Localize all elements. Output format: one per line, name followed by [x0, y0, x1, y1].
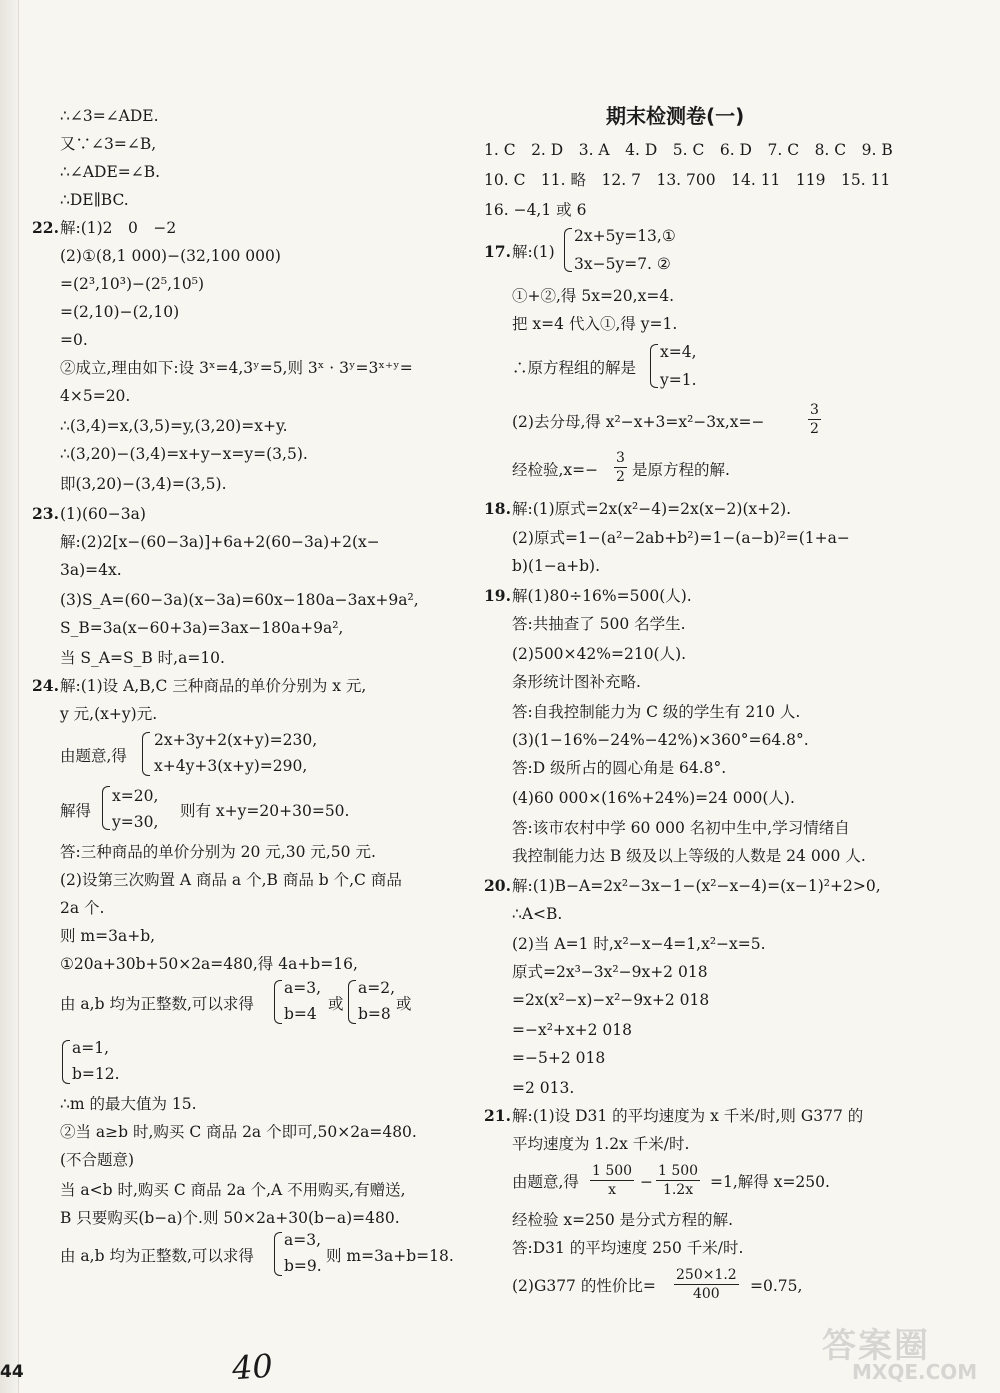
text-line: 解(1)80÷16%=500(人). [512, 587, 692, 605]
question-number: 19. [484, 586, 511, 605]
text-line: (4)60 000×(16%+24%)=24 000(人). [512, 789, 795, 807]
equation-line: x=4, [660, 343, 697, 361]
text-line: 平均速度为 1.2x 千米/时. [512, 1135, 690, 1153]
watermark-url: MXQE.COM [852, 1360, 978, 1384]
text-line: 当 a<b 时,购买 C 商品 2a 个,A 不用购买,有赠送, [60, 1181, 406, 1199]
equation-line: a=1, [72, 1039, 110, 1057]
question-number: 23. [32, 504, 59, 523]
fraction-numerator: 3 [616, 450, 625, 466]
text-line: 我控制能力达 B 级及以上等级的人数是 24 000 人. [512, 847, 866, 865]
text-line: 4×5=20. [60, 387, 131, 405]
text-line: 解:(1)设 D31 的平均速度为 x 千米/时,则 G377 的 [512, 1107, 864, 1125]
question-number: 17. [484, 242, 511, 261]
section-title: 期末检测卷(一) [606, 104, 745, 128]
text-line: 或 [328, 995, 344, 1013]
fraction-denominator: 2 [616, 469, 625, 485]
text-line: 由题意,得 [512, 1173, 579, 1191]
equation-line: 3x−5y=7. ② [574, 255, 671, 273]
text-line: =2x(x²−x)−x²−9x+2 018 [512, 991, 710, 1009]
text-line: =1,解得 x=250. [710, 1173, 830, 1191]
text-line: 或 [396, 995, 412, 1013]
equation-line: y=30, [112, 813, 159, 831]
page-number: 44 [0, 1362, 24, 1382]
question-number: 24. [32, 676, 59, 695]
equation-brace [102, 786, 110, 830]
question-number: 22. [32, 218, 59, 237]
text-line: S_B=3a(x−60+3a)=3ax−180a+9a², [60, 619, 344, 637]
text-line: =−x²+x+2 018 [512, 1021, 633, 1039]
text-line: (不合题意) [60, 1151, 135, 1169]
text-line: =0.75, [750, 1277, 803, 1295]
text-line: 原式=2x³−3x²−9x+2 018 [512, 963, 708, 981]
text-line: (2)①(8,1 000)−(32,100 000) [60, 247, 281, 265]
text-line: ∴A<B. [512, 905, 563, 923]
text-line: ∴(3,4)=x,(3,5)=y,(3,20)=x+y. [60, 417, 288, 435]
text-line: =(2,10)−(2,10) [60, 303, 180, 321]
text-line: ②成立,理由如下:设 3ˣ=4,3ʸ=5,则 3ˣ · 3ʸ=3ˣ⁺ʸ= [60, 359, 413, 377]
text-line: 把 x=4 代入①,得 y=1. [512, 315, 678, 333]
equation-line: x+4y+3(x+y)=290, [154, 757, 308, 775]
equation-line: x=20, [112, 787, 159, 805]
text-line: ②当 a≥b 时,购买 C 商品 2a 个即可,50×2a=480. [60, 1123, 417, 1141]
text-line: 则 m=3a+b=18. [326, 1247, 454, 1265]
equation-brace [274, 980, 282, 1024]
text-line: 解:(1)2 0 −2 [60, 219, 177, 237]
text-line: (3)S_A=(60−3a)(x−3a)=60x−180a−3ax+9a², [60, 591, 419, 609]
text-line: (3)(1−16%−24%−42%)×360°=64.8°. [512, 731, 809, 749]
text-line: 3a)=4x. [60, 561, 122, 579]
equation-line: a=2, [358, 979, 396, 997]
text-line: y 元,(x+y)元. [60, 705, 158, 723]
text-line: 经检验 x=250 是分式方程的解. [512, 1211, 734, 1229]
fraction [614, 449, 627, 486]
text-line: 答:自我控制能力为 C 级的学生有 210 人. [512, 703, 801, 721]
fraction [656, 1162, 700, 1199]
fraction-denominator: 2 [810, 421, 819, 437]
answer-line: 1. C 2. D 3. A 4. D 5. C 6. D 7. C 8. C 9. B [484, 141, 893, 159]
text-line: 解得 [60, 802, 92, 820]
text-line: =2 013. [512, 1079, 575, 1097]
text-line: b)(1−a+b). [512, 557, 600, 575]
fraction-numerator: 1 500 [592, 1163, 633, 1179]
page-binding-edge [0, 0, 19, 1393]
text-line: 即(3,20)−(3,4)=(3,5). [60, 475, 227, 493]
question-number: 18. [484, 499, 511, 518]
fraction [674, 1266, 739, 1303]
fraction [808, 401, 821, 438]
text-line: − [640, 1173, 653, 1191]
equation-brace [348, 980, 356, 1024]
text-line: 又∵∠3=∠B, [60, 135, 157, 153]
text-line: 答:该市农村中学 60 000 名初中生中,学习情绪自 [512, 819, 850, 837]
text-line: 由题意,得 [60, 747, 127, 765]
text-line: 解:(1)原式=2x(x²−4)=2x(x−2)(x+2). [512, 500, 792, 518]
text-line: B 只要购买(b−a)个.则 50×2a+30(b−a)=480. [60, 1209, 400, 1227]
text-line: ∴∠3=∠ADE. [60, 107, 159, 125]
handwritten-note: 40 [230, 1346, 274, 1388]
text-line: (2)去分母,得 x²−x+3=x²−3x,x=− [512, 413, 765, 431]
text-line: =(2³,10³)−(2⁵,10⁵) [60, 275, 205, 293]
answer-line: 16. −4,1 或 6 [484, 201, 587, 219]
equation-line: a=3, [284, 979, 322, 997]
fraction [590, 1162, 634, 1199]
equation-line: b=8 [358, 1005, 391, 1023]
text-line: (2)设第三次购置 A 商品 a 个,B 商品 b 个,C 商品 [60, 871, 402, 889]
text-line: 解:(1)设 A,B,C 三种商品的单价分别为 x 元, [60, 677, 367, 695]
equation-line: b=4 [284, 1005, 317, 1023]
fraction-denominator: x [608, 1182, 616, 1198]
equation-line: a=3, [284, 1231, 322, 1249]
watermark-text: 答案圈 [822, 1326, 930, 1366]
text-line: ∴原方程组的解是 [512, 359, 637, 377]
text-line: 由 a,b 均为正整数,可以求得 [60, 1247, 254, 1265]
equation-brace [62, 1040, 70, 1084]
question-number: 21. [484, 1106, 511, 1125]
text-line: 则 m=3a+b, [60, 927, 156, 945]
text-line: 经检验,x=− [512, 461, 599, 479]
text-line: 由 a,b 均为正整数,可以求得 [60, 995, 254, 1013]
text-line: ∴m 的最大值为 15. [60, 1095, 197, 1113]
text-line: ①+②,得 5x=20,x=4. [512, 287, 675, 305]
text-line: ∴DE∥BC. [60, 191, 129, 209]
text-line: (2)当 A=1 时,x²−x−4=1,x²−x=5. [512, 935, 766, 953]
fraction-denominator: 1.2x [662, 1182, 694, 1198]
text-line: 答:D31 的平均速度 250 千米/时. [512, 1239, 744, 1257]
text-line: 解:(2)2[x−(60−3a)]+6a+2(60−3a)+2(x− [60, 533, 380, 551]
text-line: 是原方程的解. [632, 461, 730, 479]
text-line: =−5+2 018 [512, 1049, 606, 1067]
answer-line: 10. C 11. 略 12. 7 13. 700 14. 11 119 15. 11 [484, 171, 891, 189]
equation-line: b=9. [284, 1257, 322, 1275]
text-line: (2)原式=1−(a²−2ab+b²)=1−(a−b)²=(1+a− [512, 529, 850, 547]
text-line: ∴∠ADE=∠B. [60, 163, 161, 181]
text-line: 当 S_A=S_B 时,a=10. [60, 649, 225, 667]
fraction-denominator: 400 [692, 1286, 720, 1302]
text-line: (2)500×42%=210(人). [512, 645, 687, 663]
equation-line: y=1. [660, 371, 697, 389]
equation-brace [564, 228, 572, 272]
question-number: 20. [484, 876, 511, 895]
text-line: ①20a+30b+50×2a=480,得 4a+b=16, [60, 955, 358, 973]
equation-brace [274, 1232, 282, 1276]
text-line: 则有 x+y=20+30=50. [180, 802, 350, 820]
text-line: ∴(3,20)−(3,4)=x+y−x=y=(3,5). [60, 445, 308, 463]
equation-brace [142, 732, 150, 776]
text-line: 答:三种商品的单价分别为 20 元,30 元,50 元. [60, 843, 376, 861]
text-line: (2)G377 的性价比= [512, 1277, 656, 1295]
text-line: 答:D 级所占的圆心角是 64.8°. [512, 759, 727, 777]
text-line: 解:(1) [512, 243, 555, 261]
text-line: =0. [60, 331, 88, 349]
equation-line: b=12. [72, 1065, 120, 1083]
text-line: (1)(60−3a) [60, 505, 146, 523]
text-line: 解:(1)B−A=2x²−3x−1−(x²−x−4)=(x−1)²+2>0, [512, 877, 881, 895]
fraction-numerator: 3 [810, 402, 819, 418]
text-line: 答:共抽查了 500 名学生. [512, 615, 686, 633]
text-line: 2a 个. [60, 899, 105, 917]
equation-line: 2x+3y+2(x+y)=230, [154, 731, 318, 749]
fraction-numerator: 1 500 [658, 1163, 699, 1179]
equation-line: 2x+5y=13,① [574, 227, 676, 245]
watermark-logo [822, 1318, 992, 1388]
fraction-numerator: 250×1.2 [676, 1267, 737, 1283]
equation-brace [650, 344, 658, 388]
text-line: 条形统计图补充略. [512, 673, 641, 691]
